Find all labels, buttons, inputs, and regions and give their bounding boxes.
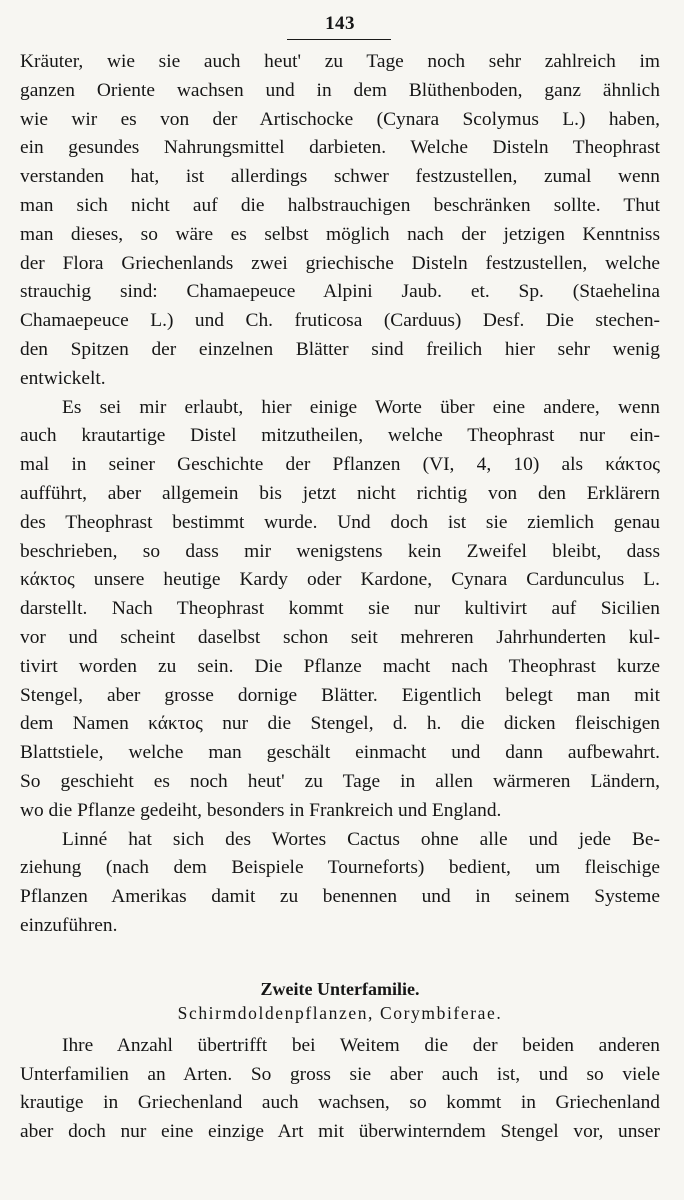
text-line: beschrieben, so dass mir wenigstens kein Zweifel bleibt, dass <box>20 540 660 562</box>
text-line: Linné hat sich des Wortes Cactus ohne alle und jede Be- <box>62 828 660 850</box>
text-line: Es sei mir erlaubt, hier einige Worte über eine andere, wenn <box>62 396 660 418</box>
text-line: des Theophrast bestimmt wurde. Und doch ist sie ziemlich genau <box>20 511 660 533</box>
text-line: Blattstiele, welche man geschält einmacht und dann aufbewahrt. <box>20 742 660 764</box>
text-line: vor und scheint daselbst schon seit mehreren Jahrhunderten kul- <box>20 626 660 648</box>
text-line: mal in seiner Geschichte der Pflanzen (VI, 4, 10) als κάκτος <box>20 454 660 476</box>
paragraph-4 <box>20 1032 660 1147</box>
text-line: man dieses, so wäre es selbst möglich nach der jetzigen Kenntniss <box>20 223 660 245</box>
text-line: krautige in Griechenland auch wachsen, so kommt in Griechenland <box>20 1092 660 1114</box>
text-line: man sich nicht auf die halbstrauchigen beschränken sollte. Thut <box>20 194 660 216</box>
text-line: Ihre Anzahl übertrifft bei Weitem die der beiden anderen <box>62 1034 660 1056</box>
text-line: auch krautartige Distel mitzutheilen, welche Theophrast nur ein- <box>20 425 660 447</box>
text-line: Chamaepeuce L.) und Ch. fruticosa (Carduus) Desf. Die stechen- <box>20 310 660 332</box>
text-line: verstanden hat, ist allerdings schwer festzustellen, zumal wenn <box>20 166 660 188</box>
text-line: dem Namen κάκτος nur die Stengel, d. h. die dicken fleischigen <box>20 713 660 735</box>
header-rule <box>287 39 391 40</box>
text-line: tivirt worden zu sein. Die Pflanze macht nach Theophrast kurze <box>20 655 660 677</box>
text-line: Stengel, aber grosse dornige Blätter. Eigentlich belegt man mit <box>20 684 660 706</box>
paragraph-2 <box>20 394 660 826</box>
text-line: wo die Pflanze gedeiht, besonders in Frankreich und England. <box>20 799 502 821</box>
text-line: den Spitzen der einzelnen Blätter sind freilich hier sehr wenig <box>20 338 660 360</box>
paragraph-3 <box>20 826 660 941</box>
paragraph-1 <box>20 48 660 394</box>
text-line: wie wir es von der Artischocke (Cynara Scolymus L.) haben, <box>20 108 660 130</box>
text-line: Unterfamilien an Arten. So gross sie aber auch ist, und so viele <box>20 1063 660 1085</box>
text-line: ziehung (nach dem Beispiele Tourneforts) bedient, um fleischige <box>20 857 660 879</box>
page-header <box>20 12 660 48</box>
book-page <box>20 12 660 1188</box>
text-line: entwickelt. <box>20 367 106 389</box>
text-line: κάκτος unsere heutige Kardy oder Kardone, Cynara Cardunculus L. <box>20 569 660 591</box>
text-line: darstellt. Nach Theophrast kommt sie nur kultivirt auf Sicilien <box>20 598 660 620</box>
text-line: aufführt, aber allgemein bis jetzt nicht richtig von den Erklärern <box>20 482 660 504</box>
text-line: Pflanzen Amerikas damit zu benennen und in seinem Systeme <box>20 886 660 908</box>
text-line: aber doch nur eine einzige Art mit überwinterndem Stengel vor, unser <box>20 1121 660 1143</box>
text-line: ein gesundes Nahrungsmittel darbieten. Welche Disteln Theophrast <box>20 137 660 159</box>
page-number: 143 <box>325 13 355 34</box>
text-line: strauchig sind: Chamaepeuce Alpini Jaub. et. Sp. (Staehelina <box>20 281 660 303</box>
text-line: der Flora Griechenlands zwei griechische Disteln festzustellen, welche <box>20 252 660 274</box>
section-subheading: Schirmdoldenpflanzen, Corymbiferae. <box>177 1002 503 1023</box>
section-heading: Zweite Unterfamilie. <box>260 978 420 999</box>
text-line: ganzen Oriente wachsen und in dem Blüthenboden, ganz ähnlich <box>20 79 660 101</box>
text-line: einzuführen. <box>20 914 118 936</box>
text-line: So geschieht es noch heut' zu Tage in allen wärmeren Ländern, <box>20 770 660 792</box>
text-line: Kräuter, wie sie auch heut' zu Tage noch sehr zahlreich im <box>20 51 660 72</box>
